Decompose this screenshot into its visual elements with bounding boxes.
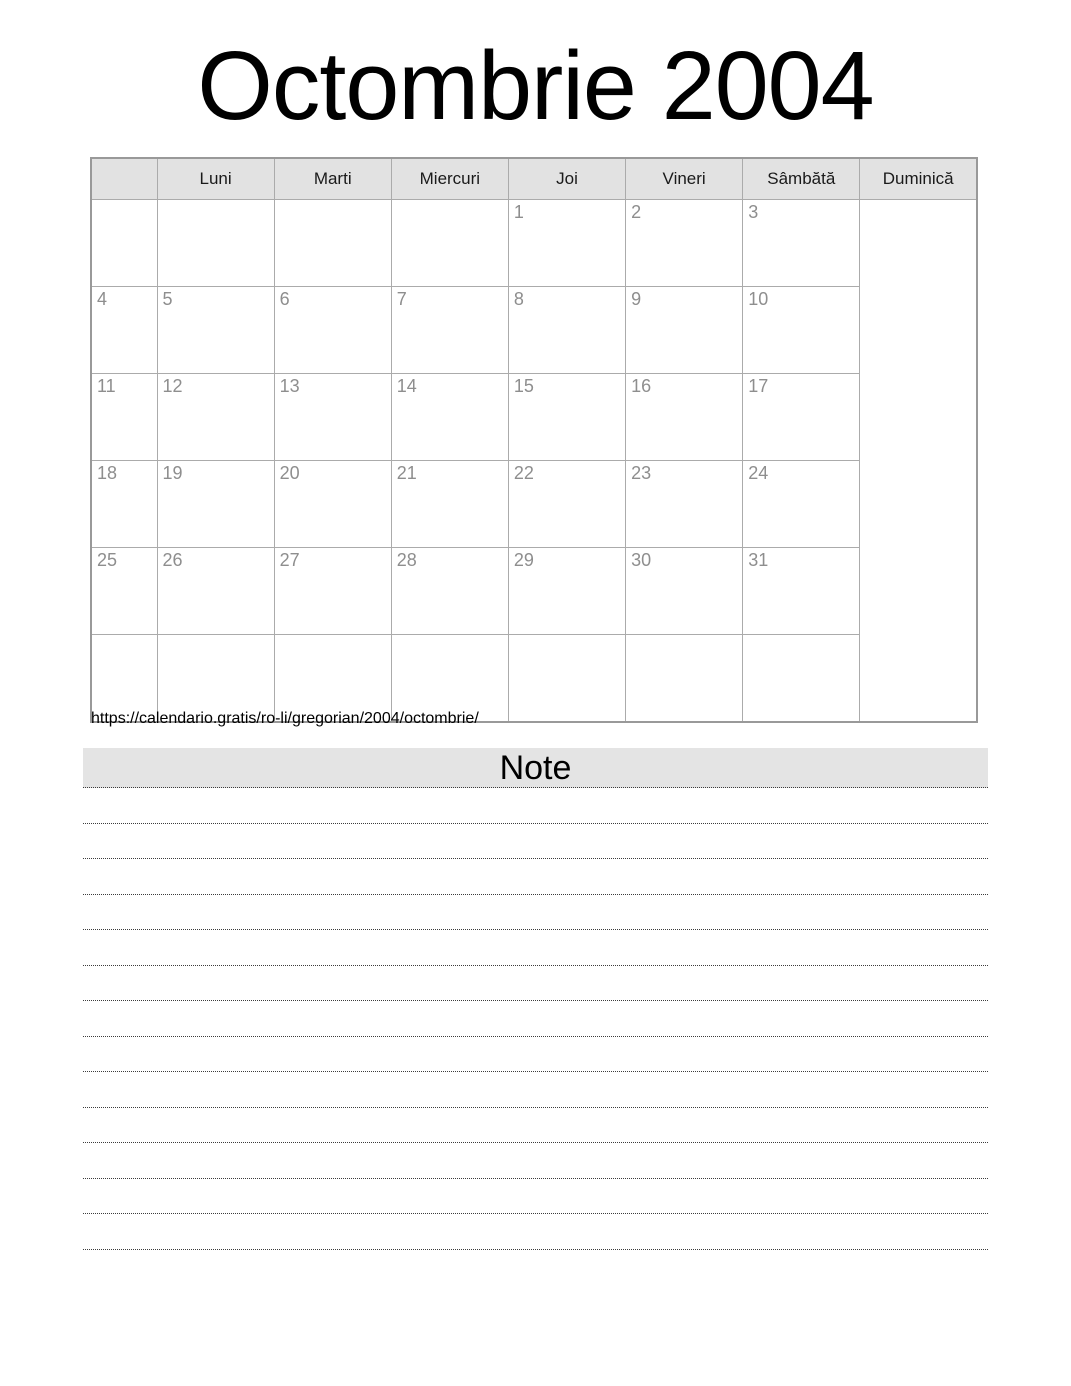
notes-title: Note bbox=[83, 748, 988, 788]
day-header-vineri: Vineri bbox=[626, 158, 743, 200]
day-cell-6: 6 bbox=[274, 287, 391, 374]
day-cell-31: 31 bbox=[743, 548, 860, 635]
day-cell-5: 5 bbox=[157, 287, 274, 374]
note-line bbox=[83, 1037, 988, 1073]
day-cell-10: 10 bbox=[743, 287, 860, 374]
day-cell-empty bbox=[157, 200, 274, 287]
note-line bbox=[83, 824, 988, 860]
day-header-duminica: Duminică bbox=[860, 158, 977, 200]
calendar-header-row bbox=[91, 158, 977, 200]
notes-lines bbox=[83, 788, 988, 1250]
day-cell-4: 4 bbox=[91, 287, 157, 374]
day-cell-empty bbox=[743, 635, 860, 723]
day-header-marti: Marti bbox=[274, 158, 391, 200]
day-header-sambata: Sâmbătă bbox=[743, 158, 860, 200]
week-row-1 bbox=[91, 200, 977, 287]
day-cell-30: 30 bbox=[626, 548, 743, 635]
note-line bbox=[83, 1143, 988, 1179]
day-cell-9: 9 bbox=[626, 287, 743, 374]
note-line bbox=[83, 1179, 988, 1215]
page-title: Octombrie 2004 bbox=[197, 31, 874, 140]
day-cell-17: 17 bbox=[743, 374, 860, 461]
note-line bbox=[83, 788, 988, 824]
day-cell-23: 23 bbox=[626, 461, 743, 548]
week-number-column bbox=[91, 158, 157, 200]
day-cell-empty bbox=[391, 200, 508, 287]
day-cell-empty bbox=[274, 200, 391, 287]
note-line bbox=[83, 895, 988, 931]
note-line bbox=[83, 1214, 988, 1250]
day-cell-2: 2 bbox=[626, 200, 743, 287]
note-line bbox=[83, 930, 988, 966]
note-line bbox=[83, 1072, 988, 1108]
day-header-joi: Joi bbox=[508, 158, 625, 200]
day-cell-empty bbox=[91, 635, 157, 723]
day-cell-7: 7 bbox=[391, 287, 508, 374]
day-cell-25: 25 bbox=[91, 548, 157, 635]
day-cell-21: 21 bbox=[391, 461, 508, 548]
day-cell-18: 18 bbox=[91, 461, 157, 548]
day-cell-16: 16 bbox=[626, 374, 743, 461]
day-cell-empty bbox=[391, 635, 508, 723]
day-cell-empty bbox=[157, 635, 274, 723]
day-cell-1: 1 bbox=[508, 200, 625, 287]
week-row-4 bbox=[91, 461, 977, 548]
day-cell-empty bbox=[91, 200, 157, 287]
day-cell-26: 26 bbox=[157, 548, 274, 635]
day-cell-15: 15 bbox=[508, 374, 625, 461]
note-line bbox=[83, 966, 988, 1002]
day-cell-empty bbox=[508, 635, 625, 723]
day-cell-28: 28 bbox=[391, 548, 508, 635]
note-line bbox=[83, 1001, 988, 1037]
day-cell-29: 29 bbox=[508, 548, 625, 635]
day-cell-8: 8 bbox=[508, 287, 625, 374]
day-cell-empty bbox=[626, 635, 743, 723]
day-cell-19: 19 bbox=[157, 461, 274, 548]
week-row-5 bbox=[91, 548, 977, 635]
day-cell-24: 24 bbox=[743, 461, 860, 548]
day-cell-14: 14 bbox=[391, 374, 508, 461]
day-cell-12: 12 bbox=[157, 374, 274, 461]
day-cell-empty bbox=[274, 635, 391, 723]
day-header-luni: Luni bbox=[157, 158, 274, 200]
week-row-6 bbox=[91, 635, 977, 723]
source-url: https://calendario.gratis/ro-li/gregorian/2004/octombrie/ bbox=[91, 710, 479, 727]
day-cell-20: 20 bbox=[274, 461, 391, 548]
day-cell-11: 11 bbox=[91, 374, 157, 461]
day-cell-22: 22 bbox=[508, 461, 625, 548]
day-cell-27: 27 bbox=[274, 548, 391, 635]
calendar-table bbox=[90, 157, 978, 723]
day-header-miercuri: Miercuri bbox=[391, 158, 508, 200]
week-row-2 bbox=[91, 287, 977, 374]
day-cell-3: 3 bbox=[743, 200, 860, 287]
day-cell-13: 13 bbox=[274, 374, 391, 461]
notes-section bbox=[83, 748, 988, 1250]
note-line bbox=[83, 1108, 988, 1144]
week-row-3 bbox=[91, 374, 977, 461]
note-line bbox=[83, 859, 988, 895]
calendar-body bbox=[91, 200, 977, 723]
